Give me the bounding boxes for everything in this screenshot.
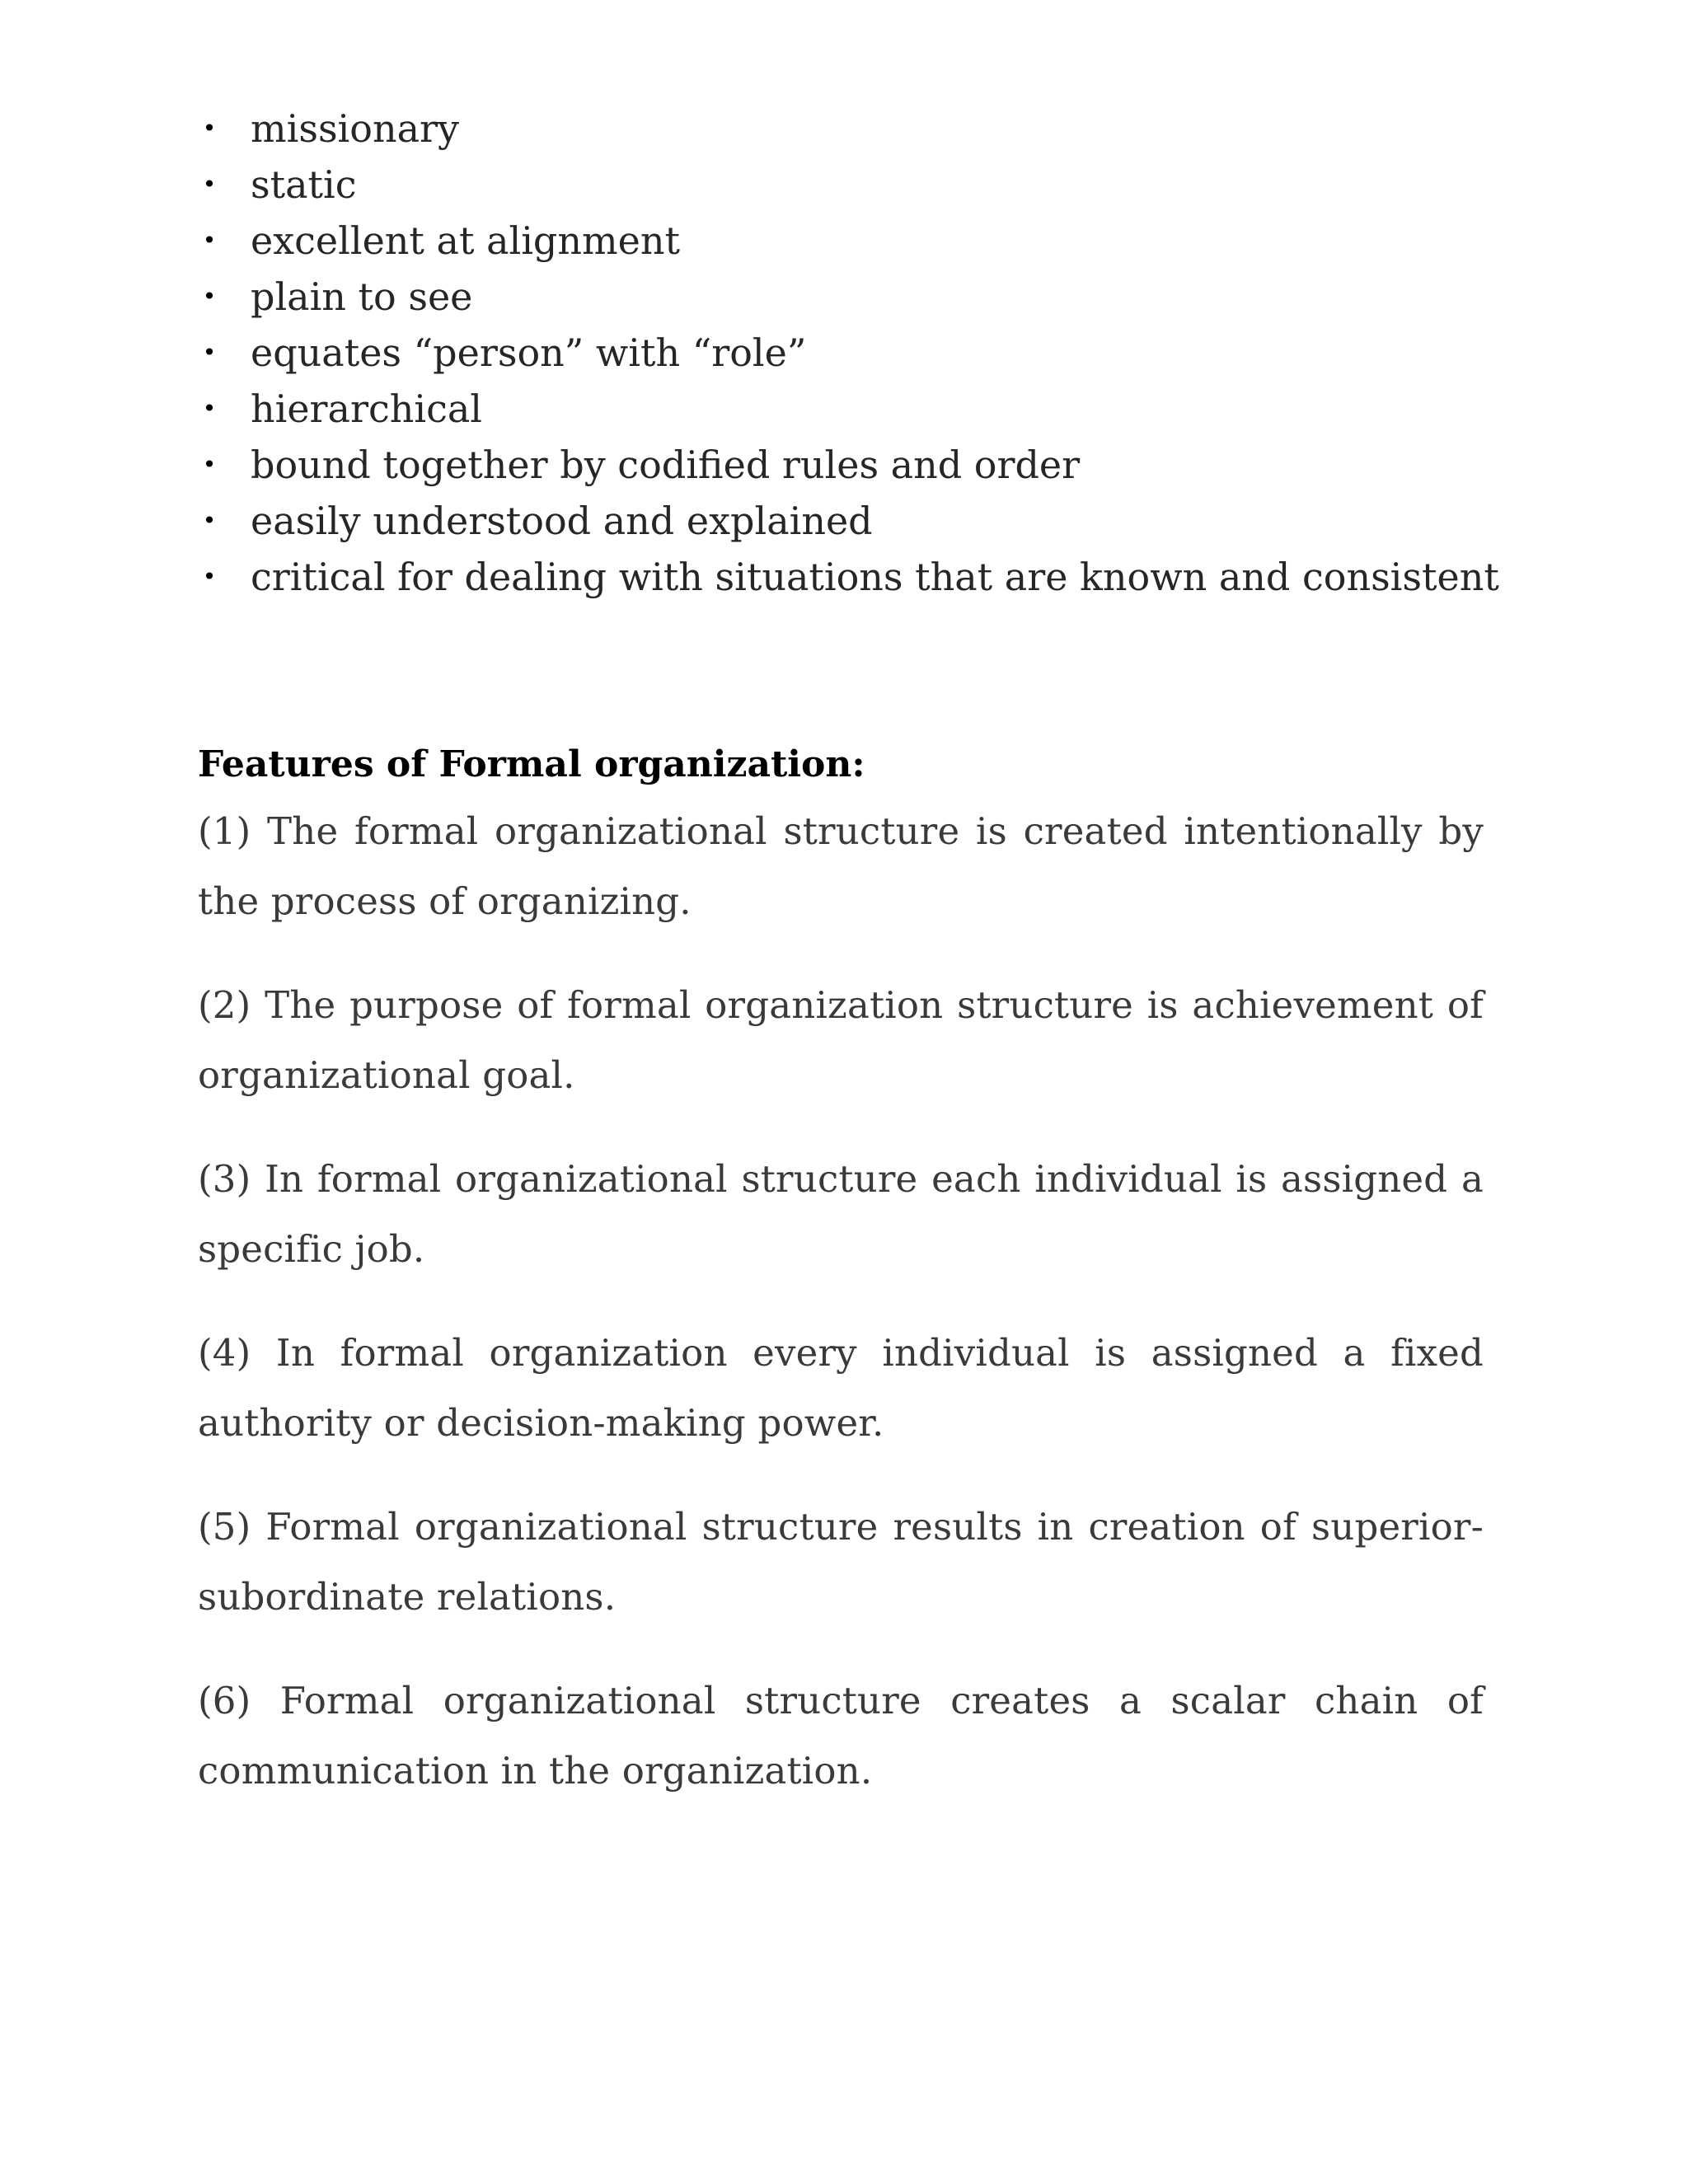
characteristics-bullet-list: [198, 101, 1517, 605]
bullet-icon: •: [202, 227, 217, 254]
list-item: [198, 269, 1517, 325]
bullet-icon: •: [202, 171, 217, 198]
list-item: [198, 437, 1517, 493]
list-item: [198, 157, 1517, 213]
bullet-icon: •: [202, 451, 217, 478]
bullet-icon: •: [202, 339, 217, 366]
list-item: [198, 325, 1517, 381]
bullet-icon: •: [202, 115, 217, 142]
list-item: [198, 101, 1517, 157]
bullet-icon: •: [202, 283, 217, 310]
bullet-text: easily understood and explained: [251, 499, 873, 543]
section-heading: Features of Formal organization:: [198, 743, 865, 785]
bullet-text: hierarchical: [251, 387, 482, 431]
feature-paragraph-2: (2) The purpose of formal organization structure is achievement of organizational goal.: [198, 983, 1484, 1097]
bullet-text: critical for dealing with situations that are known and consistent: [251, 555, 1499, 599]
list-item: [198, 213, 1517, 269]
bullet-text: static: [251, 162, 357, 207]
bullet-icon: •: [202, 395, 217, 422]
feature-paragraph-3: (3) In formal organizational structure each individual is assigned a specific job.: [198, 1157, 1484, 1271]
list-item: [198, 549, 1517, 605]
feature-paragraph-4: (4) In formal organization every individual is assigned a fixed authority or decision-making power.: [198, 1331, 1484, 1445]
bullet-text: plain to see: [251, 274, 473, 319]
bullet-icon: •: [202, 563, 217, 590]
list-item: [198, 493, 1517, 549]
feature-paragraph-6: (6) Formal organizational structure creates a scalar chain of communication in the organization.: [198, 1679, 1484, 1793]
bullet-icon: •: [202, 507, 217, 534]
bullet-text: equates “person” with “role”: [251, 330, 807, 375]
bullet-text: bound together by codified rules and order: [251, 443, 1081, 487]
feature-paragraph-5: (5) Formal organizational structure results in creation of superior-subordinate relations.: [198, 1505, 1484, 1619]
features-section: [198, 738, 1484, 1840]
bullet-text: excellent at alignment: [251, 218, 680, 263]
bullet-text: missionary: [251, 106, 459, 151]
feature-paragraph-1: (1) The formal organizational structure is created intentionally by the process of organizing.: [198, 809, 1484, 923]
list-item: [198, 381, 1517, 437]
